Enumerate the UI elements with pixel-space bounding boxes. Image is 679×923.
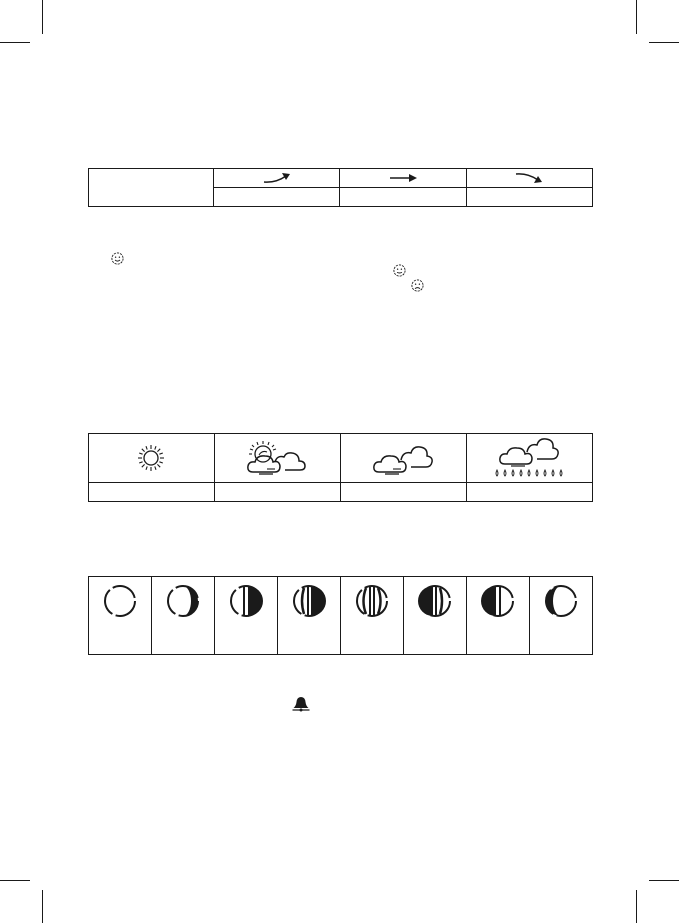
waxing-crescent-icon [165, 583, 201, 619]
crop-mark-bottom-right-h [649, 880, 679, 881]
waning-crescent-icon [543, 583, 579, 619]
forecast-partly-cloudy-cell [214, 434, 340, 483]
sad-face-icon [411, 279, 424, 292]
arrow-rising-icon [262, 172, 292, 184]
forecast-cloudy-cell [340, 434, 466, 483]
arrow-falling-icon [514, 172, 544, 184]
cloudy-icon [371, 440, 435, 476]
crop-mark-top-left-v [42, 0, 43, 34]
forecast-sunny-cell [89, 434, 215, 483]
pressure-rising-icon-cell [214, 169, 340, 188]
crop-mark-bottom-left-h [0, 880, 30, 881]
pressure-steady-icon-cell [340, 169, 466, 188]
pressure-steady-value-cell [340, 188, 466, 207]
neutral-face-icon [393, 264, 406, 277]
waning-gibbous-icon [417, 583, 453, 619]
first-quarter-icon [228, 583, 264, 619]
alarm-bell-icon [292, 696, 310, 712]
pressure-falling-value-cell [466, 188, 592, 207]
moon-last-quarter-cell [467, 577, 530, 655]
rainy-icon [493, 438, 565, 478]
smiley-face-icon [111, 252, 124, 265]
weather-forecast-table [88, 433, 593, 502]
pressure-falling-icon-cell [466, 169, 592, 188]
moon-waning-crescent-cell [530, 577, 593, 655]
moon-full-cell [341, 577, 404, 655]
forecast-rainy-label [466, 483, 592, 502]
moon-phase-table [88, 576, 593, 655]
forecast-rainy-cell [466, 434, 592, 483]
moon-waxing-gibbous-cell [278, 577, 341, 655]
partly-cloudy-icon [245, 440, 309, 476]
crop-mark-bottom-left-v [42, 890, 43, 923]
pressure-trend-table [88, 168, 593, 207]
crop-mark-bottom-right-v [636, 890, 637, 923]
pressure-table-label-cell [89, 169, 214, 207]
arrow-steady-icon [388, 173, 418, 183]
waxing-gibbous-icon [291, 583, 327, 619]
forecast-partly-cloudy-label [214, 483, 340, 502]
moon-first-quarter-cell [215, 577, 278, 655]
crop-mark-top-right-v [636, 0, 637, 34]
forecast-sunny-label [89, 483, 215, 502]
crop-mark-top-left-h [0, 42, 30, 43]
new-moon-icon [102, 583, 138, 619]
last-quarter-icon [480, 583, 516, 619]
pressure-rising-value-cell [214, 188, 340, 207]
forecast-cloudy-label [340, 483, 466, 502]
sunny-icon [137, 444, 165, 472]
crop-mark-top-right-h [649, 42, 679, 43]
moon-waxing-crescent-cell [152, 577, 215, 655]
moon-new-cell [89, 577, 152, 655]
moon-waning-gibbous-cell [404, 577, 467, 655]
full-moon-icon [354, 583, 390, 619]
